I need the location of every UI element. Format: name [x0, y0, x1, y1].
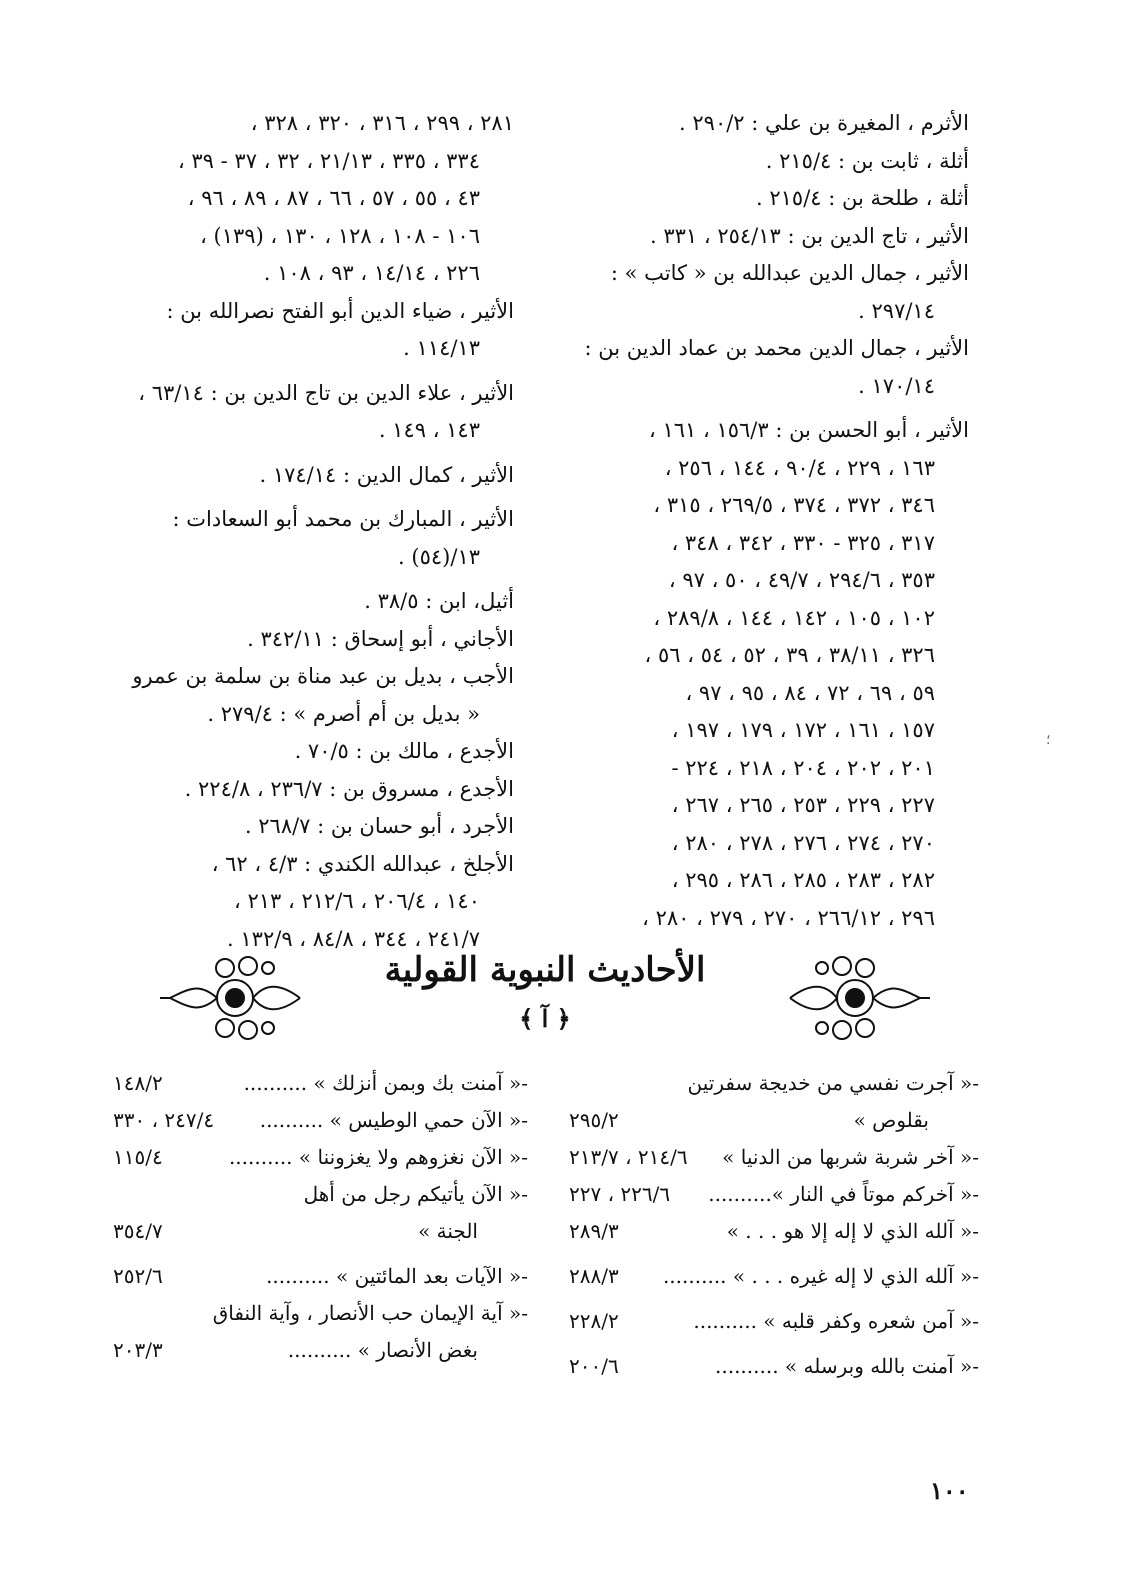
index-entry-line: الأثير ، كمال الدين : ١٧٤/١٤ . [259, 462, 514, 487]
index-entry [569, 412, 969, 937]
index-entry [569, 105, 969, 143]
index-entry-continuation: ٢٢٧ ، ٢٢٩ ، ٢٥٣ ، ٢٦٥ ، ٢٦٧ ، [671, 793, 935, 817]
hadith-entry [113, 1258, 528, 1295]
hadith-text: -« آمن شعره وكفر قلبه » .......... [693, 1309, 979, 1333]
index-entry [104, 457, 514, 495]
hadith-text: -« آخركم موتاً في النار ».......... [708, 1182, 979, 1206]
section-header [160, 948, 930, 1058]
index-entry [104, 658, 514, 733]
index-entry-continuation: ٢٢٦ ، ١٤/١٤ ، ٩٣ ، ١٠٨ . [263, 261, 480, 285]
hadith-text: -« آجرت نفسي من خديجة سفرتين [687, 1071, 979, 1095]
hadith-entry [113, 1102, 528, 1139]
index-entry-line: ٢٨١ ، ٢٩٩ ، ٣١٦ ، ٣٢٠ ، ٣٢٨ ، [250, 111, 514, 135]
index-entry-line: الأجرد ، أبو حسان بن : ٢٦٨/٧ . [244, 814, 514, 838]
index-entry-continuation: ١٠٦ - ١٠٨ ، ١٢٨ ، ١٣٠ ، (١٣٩) ، [200, 223, 480, 248]
hadith-text: -« آية الإيمان حب الأنصار ، وآية النفاق [212, 1301, 528, 1325]
hadith-reference: ٢٢٨/٢ [569, 1309, 619, 1333]
hadith-line [569, 1258, 979, 1295]
hadith-text: -« آخر شربة شربها من الدنيا » [722, 1145, 979, 1169]
ornament-right-icon [780, 953, 930, 1043]
index-entry [104, 846, 514, 959]
index-entry [569, 180, 969, 218]
hadith-entry [569, 1176, 979, 1213]
index-entry-continuation: « بديل بن أم أصرم » : ٢٧٩/٤ . [207, 701, 480, 726]
hadith-line [569, 1303, 979, 1340]
index-entry-line: أثلة ، طلحة بن : ٢١٥/٤ . [756, 186, 969, 210]
section-letter: ﴿ آ ﴾ [519, 1004, 571, 1033]
hadith-entry [113, 1065, 528, 1102]
index-entry [104, 501, 514, 576]
hadith-text: -« آمنت بالله وبرسله » .......... [715, 1354, 979, 1378]
index-entry-continuation: ٢٤١/٧ ، ٣٤٤ ، ٨٤/٨ ، ١٣٢/٩ . [227, 926, 480, 951]
index-entry-continuation: ١٤٠ ، ٢٠٦/٤ ، ٢١٢/٦ ، ٢١٣ ، [234, 889, 480, 913]
hadith-line [569, 1065, 979, 1102]
index-entry-continuation: ٤٣ ، ٥٥ ، ٥٧ ، ٦٦ ، ٨٧ ، ٨٩ ، ٩٦ ، [187, 186, 480, 210]
index-entry-line: الأثير ، علاء الدين بن تاج الدين بن : ٦٣/١٤ ، [138, 380, 514, 405]
hadith-column-left [113, 1065, 528, 1369]
index-entry-continuation: ١٠٢ ، ١٠٥ ، ١٤٢ ، ١٤٤ ، ٢٨٩/٨ ، [653, 605, 935, 630]
index-entry-continuation: ١٦٣ ، ٢٢٩ ، ٩٠/٤ ، ١٤٤ ، ٢٥٦ ، [664, 455, 935, 480]
hadith-line [113, 1065, 528, 1102]
hadith-line [113, 1258, 528, 1295]
index-entry-line: الأثير ، أبو الحسن بن : ١٥٦/٣ ، ١٦١ ، [649, 418, 969, 442]
index-entry [569, 330, 969, 405]
hadith-text: -« آلله الذي لا إله إلا هو . . . » [726, 1219, 979, 1243]
hadith-reference: ٣٥٤/٧ [113, 1219, 163, 1243]
index-entry-continuation: ٣١٧ ، ٣٢٥ - ٣٣٠ ، ٣٤٢ ، ٣٤٨ ، [671, 530, 935, 555]
hadith-line [113, 1176, 528, 1213]
hadith-text: بغض الأنصار » .......... [287, 1338, 478, 1362]
index-column-left [104, 105, 514, 958]
index-entry-line: الأجاني ، أبو إسحاق : ٣٤٢/١١ . [247, 626, 514, 651]
index-entry [104, 375, 514, 450]
hadith-line [113, 1332, 528, 1369]
index-entry-continuation: ٣٤٦ ، ٣٧٢ ، ٣٧٤ ، ٢٦٩/٥ ، ٣١٥ ، [653, 493, 935, 517]
index-entry [104, 105, 514, 293]
hadith-line [113, 1139, 528, 1176]
index-entry-line: الأجب ، بديل بن عبد مناة بن سلمة بن عمرو [132, 664, 514, 688]
hadith-line [569, 1176, 979, 1213]
index-entry-line: أثلة ، ثابت بن : ٢١٥/٤ . [765, 148, 969, 173]
hadith-entry [569, 1139, 979, 1176]
index-entry [104, 583, 514, 621]
hadith-text: -« آلله الذي لا إله غيره . . . » .......... [662, 1264, 979, 1288]
index-entry-continuation: ١٣/(٥٤) . [398, 544, 480, 569]
index-entry-continuation: ٢٧٠ ، ٢٧٤ ، ٢٧٦ ، ٢٧٨ ، ٢٨٠ ، [671, 830, 935, 855]
hadith-text: -« آمنت بك وبمن أنزلك » .......... [243, 1071, 528, 1095]
hadith-text: الجنة » [418, 1219, 478, 1243]
index-entry-line: الأثرم ، المغيرة بن علي : ٢٩٠/٢ . [679, 111, 969, 135]
index-entry-continuation: ٣٢٦ ، ٣٨/١١ ، ٣٩ ، ٥٢ ، ٥٤ ، ٥٦ ، [644, 643, 935, 667]
hadith-reference: ٢١٤/٦ ، ٢١٣/٧ [569, 1145, 688, 1169]
hadith-line [569, 1139, 979, 1176]
index-entry-line: الأجلخ ، عبدالله الكندي : ٤/٣ ، ٦٢ ، [211, 851, 514, 876]
index-entry-line: الأثير ، جمال الدين عبدالله بن « كاتب » : [610, 261, 969, 285]
hadith-text: -« الآيات بعد المائتين » .......... [266, 1264, 528, 1288]
index-column-right [569, 105, 969, 937]
index-entry [104, 293, 514, 368]
index-entry [104, 733, 514, 771]
index-entry-continuation: ٢٠١ ، ٢٠٢ ، ٢٠٤ ، ٢١٨ ، ٢٢٤ - [671, 755, 935, 780]
index-entry-continuation: ٥٩ ، ٦٩ ، ٧٢ ، ٨٤ ، ٩٥ ، ٩٧ ، [685, 680, 935, 705]
index-entry-continuation: ٢٩٦ ، ٢٦٦/١٢ ، ٢٧٠ ، ٢٧٩ ، ٢٨٠ ، [642, 905, 935, 930]
index-entry [569, 143, 969, 181]
index-entry [104, 621, 514, 659]
hadith-entry [569, 1213, 979, 1250]
hadith-text: -« الآن نغزوهم ولا يغزوننا » .......... [228, 1145, 528, 1169]
index-entry-line: الأثير ، تاج الدين بن : ٢٥٤/١٣ ، ٣٣١ . [649, 223, 969, 248]
hadith-reference: ٢٩٥/٢ [569, 1108, 619, 1132]
index-entry [104, 808, 514, 846]
hadith-entry [113, 1295, 528, 1369]
index-entry-continuation: ١٥٧ ، ١٦١ ، ١٧٢ ، ١٧٩ ، ١٩٧ ، [671, 718, 935, 742]
index-entry-line: الأثير ، جمال الدين محمد بن عماد الدين بن : [584, 336, 969, 360]
index-entry-continuation: ٢٨٢ ، ٢٨٣ ، ٢٨٥ ، ٢٨٦ ، ٢٩٥ ، [671, 868, 935, 892]
hadith-reference: ٢٠٣/٣ [113, 1338, 163, 1362]
index-entry-line: أثيل، ابن : ٣٨/٥ . [364, 589, 514, 613]
hadith-reference: ٢٥٢/٦ [113, 1264, 163, 1288]
index-entry-line: الأجدع ، مالك بن : ٧٠/٥ . [294, 739, 514, 763]
index-entry-continuation: ١٧٠/١٤ . [858, 373, 935, 398]
hadith-line [569, 1348, 979, 1385]
hadith-line [569, 1102, 979, 1139]
hadith-reference: ٢٢٦/٦ ، ٢٢٧ [569, 1182, 671, 1206]
hadith-text: -« الآن حمي الوطيس » .......... [259, 1108, 528, 1132]
index-entry [104, 771, 514, 809]
index-entry-line: الأثير ، المبارك بن محمد أبو السعادات : [172, 507, 514, 531]
hadith-line [113, 1213, 528, 1250]
margin-mark: ؛ [1046, 732, 1051, 748]
index-entry-line: الأثير ، ضياء الدين أبو الفتح نصرالله بن : [166, 298, 514, 323]
index-entry-continuation: ٢٩٧/١٤ . [858, 298, 935, 323]
hadith-entry [569, 1303, 979, 1340]
index-entry-line: الأجدع ، مسروق بن : ٢٣٦/٧ ، ٢٢٤/٨ . [184, 776, 514, 801]
hadith-line [113, 1295, 528, 1332]
hadith-column-right [569, 1065, 979, 1385]
hadith-line [113, 1102, 528, 1139]
page-number: ١٠٠ [930, 1476, 969, 1505]
hadith-entry [569, 1065, 979, 1139]
hadith-reference: ١١٥/٤ [113, 1145, 163, 1169]
hadith-text: -« الآن يأتيكم رجل من أهل [303, 1182, 528, 1206]
hadith-entry [569, 1348, 979, 1385]
hadith-reference: ٢٠٠/٦ [569, 1354, 619, 1378]
hadith-line [569, 1213, 979, 1250]
index-entry [569, 255, 969, 330]
section-title: الأحاديث النبوية القولية [384, 950, 706, 990]
hadith-reference: ٢٤٧/٤ ، ٣٣٠ [113, 1108, 215, 1132]
index-entry-continuation: ٣٥٣ ، ٢٩٤/٦ ، ٤٩/٧ ، ٥٠ ، ٩٧ ، [668, 568, 935, 592]
hadith-entry [569, 1258, 979, 1295]
hadith-reference: ٢٨٩/٣ [569, 1219, 619, 1243]
index-entry [569, 218, 969, 256]
hadith-entry [113, 1176, 528, 1250]
index-entry-continuation: ٣٣٤ ، ٣٣٥ ، ٢١/١٣ ، ٣٢ ، ٣٧ - ٣٩ ، [177, 148, 480, 173]
hadith-reference: ١٤٨/٢ [113, 1071, 163, 1095]
index-entry-continuation: ١٤٣ ، ١٤٩ . [378, 418, 480, 442]
hadith-reference: ٢٨٨/٣ [569, 1264, 619, 1288]
hadith-entry [113, 1139, 528, 1176]
hadith-text: بقلوص » [853, 1108, 929, 1132]
index-entry-continuation: ١١٤/١٣ . [403, 336, 480, 360]
